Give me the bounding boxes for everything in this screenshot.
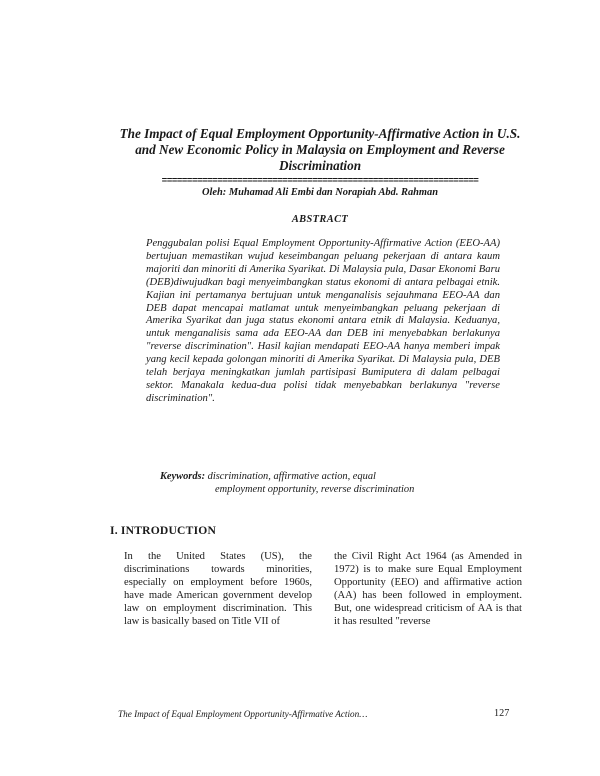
keywords-label: Keywords: [160,471,206,482]
paper-title: The Impact of Equal Employment Opportunity-Affirmative Action in U.S. and New Economic Policy in Malaysia on Employment and Reverse Discrimination [119,126,521,173]
abstract-body [146,238,500,406]
abstract-paragraph: Penggubalan polisi Equal Employment Opportunity-Affirmative Action (EEO-AA) bertujuan memastikan wujud keseimbangan peluang pekerjaan di antara kaum majoriti dan minoriti di Amerika Syarikat. Di Malaysia pula, Dasar Ekonomi Baru (DEB)diwujudkan bagi menyeimbangkan status ekonomi di antara pelbagai etnik. Kajian ini pertamanya bertujuan untuk menganalisis sejauhmana EEO-AA dan DEB dapat mencapai matlamat untuk menyeimbangkan peluang pekerjaan di Amerika Syarikat dan juga status ekonomi antara etnik di Malaysia. Keduanya, untuk menganalisis sama ada EEO-AA dan DEB ini menyebabkan berlakunya "reverse discrimination". Hasil kajian mendapati EEO-AA hanya memberi impak yang kecil kepada golongan minoriti di Amerika Syarikat. Di Malaysia pula, DEB telah berjaya meningkatkan jumlah partisipasi Bumiputera di dalam pelbagai sektor. Manakala kedua-dua polisi tidak menyebabkan berlakunya "reverse discrimination". [146,238,500,404]
abstract-heading: ABSTRACT [291,214,349,225]
section-heading-introduction: I. INTRODUCTION [110,524,217,537]
author-line: Oleh: Muhamad Ali Embi dan Norapiah Abd. Rahman [202,187,438,198]
running-footer: The Impact of Equal Employment Opportunity-Affirmative Action… [118,709,368,719]
page-number: 127 [494,708,510,719]
body-paragraph-right: the Civil Right Act 1964 (as Amended in 1972) is to make sure Equal Employment Opportunity (EEO) and affirmative action (AA) has been followed in employment. But, one widespread criticism of AA is that it has resulted "reverse [334,551,522,627]
title-divider: =============================================================== [161,177,479,185]
body-column-left [124,551,312,628]
body-column-right [334,551,522,628]
keywords-line-1: discrimination, affirmative action, equal [207,471,376,482]
keywords [160,471,500,497]
body-paragraph-left: In the United States (US), the discriminations towards minorities, especially on employment before 1960s, have made American government develop law on employment discrimination. This law is basically based on Title VII of [124,551,312,627]
keywords-line-2: employment opportunity, reverse discrimination [215,483,415,495]
